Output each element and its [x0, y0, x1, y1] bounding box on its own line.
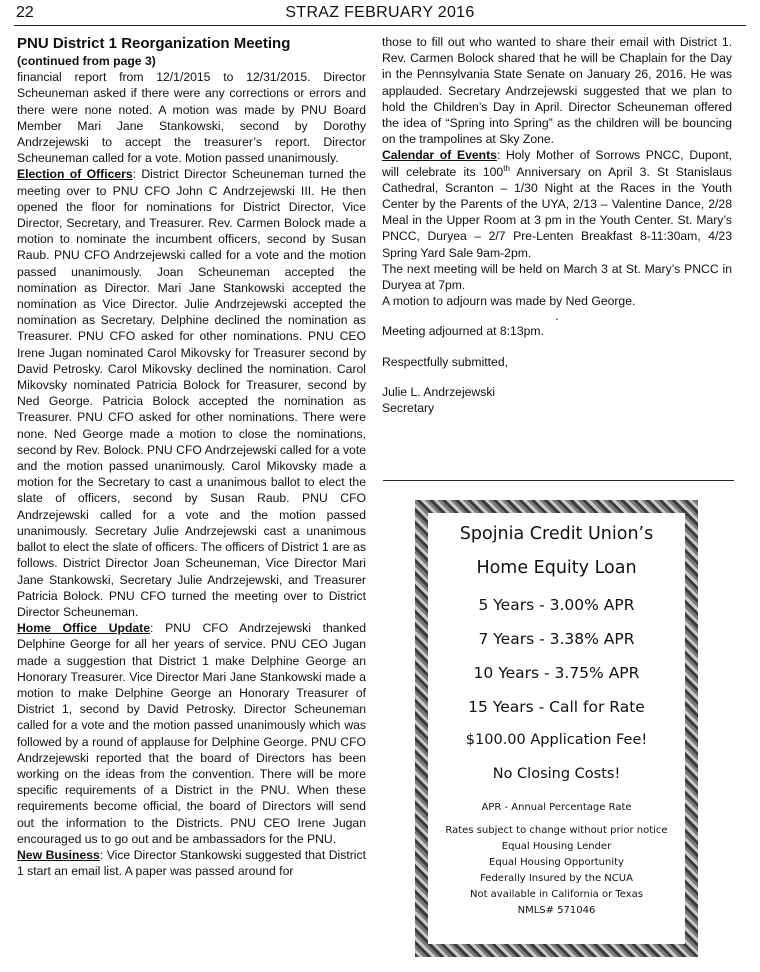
dot-mark: . — [555, 309, 559, 324]
calendar-text-b: Anniversary on April 3. St Stanislaus Cathedral, Scranton – 1/30 Night at the Races in the Youth Center by the Parents of the UYA, 2/13 – Valentine Dance, 2/28 Meal in the Upper Room at 3 pm in the Youth Center. St. Mary’s PNCC, Duryea – 2/7 Pre-Lenten Breakfast 8-11:30am, 4/23 Spring Yard Sale 9am-2pm. — [382, 164, 732, 260]
credit-union-ad — [415, 500, 698, 957]
rate-7-years: 7 Years - 3.38% APR — [478, 630, 635, 648]
article-title: PNU District 1 Reorganization Meeting — [17, 35, 291, 52]
election-text: : District Director Scheuneman turned the meeting over to PNU CFO John C Andrzejewski III. He then opened the floor for nominations for District Director, Vice Director, Secretary, and Treasurer. Rev. Carmen Bolock made a motion to nominate the incumbent officers, second by Susan Raub. PNU CFO Andrzejewski called for a vote and the motion passed unanimously. Joan Scheuneman accepted the nomination as Director. Mari Jane Stankowski accepted the nomination as Vice Director. Julie Andrzejewski accepted the nomination as Secretary. Delphine declined the nomination as Treasurer. PNU CFO asked for other nominations. PNU CEO Irene Jugan nominated Carol Mikovsky for Treasurer second by David Petrosky. Carol Mikovsky declined the nomination. Carol Mikovsky nominated Patricia Bolock for Treasurer, second by Ned George. Patricia Bolock accepted the nomination as Treasurer. PNU CFO asked for other nominations. There were none. Ned George made a motion to close the nominations, second by Rev. Bolock. PNU CFO Andrzejewski called for a vote and the motion passed unanimously. Carol Mikovsky made a motion for the Secretary to cast a unanimous ballot to elect the slate of officers, second by Susan Raub. PNU CFO Andrzejewski called for a vote and the motion passed unanimously. Secretary Julie Andrzejewski cast a unanimous ballot to elect the slate of officers. The officers of District 1 are as follows. District Director Joan Scheuneman, Vice Director Mari Jane Stankowski, Secretary Julie Andrzejewski, and Treasurer Patricia Bolock. PNU CFO turned the meeting over to District Director Scheuneman. — [17, 167, 366, 619]
fine-print-ncua: Federally Insured by the NCUA — [480, 873, 633, 884]
rate-15-years: 15 Years - Call for Rate — [468, 698, 645, 716]
signer-title: Secretary — [382, 401, 435, 416]
email-list-paragraph: those to fill out who wanted to share their email with District 1. Rev. Carmen Bolock shared that he will be Chaplain for the Day in the Pennsylvania State Senate on January 26, 2016. He was applauded. Secretary Andrzejewski suggested that we plan to hold the Children’s Day in April. Director Scheuneman offered the idea of “Spring into Spring” as the children will be bouncing on the trampolines at Sky Zone. — [382, 35, 732, 147]
fine-print-opportunity: Equal Housing Opportunity — [489, 857, 624, 868]
ad-title: Spojnia Credit Union’s — [459, 524, 654, 544]
rate-10-years: 10 Years - 3.75% APR — [473, 664, 640, 682]
calendar-text-a: : Holy Mother of Sorrows PNCC, Dupont, will celebrate its 100 — [382, 148, 733, 179]
next-meeting: The next meeting will be held on March 3 at St. Mary’s PNCC in Duryea at 7pm. — [382, 261, 732, 293]
signer-name: Julie L. Andrzejewski — [382, 384, 496, 399]
home-office-text: : PNU CFO Andrzejewski thanked Delphine George for all her years of service. PNU CEO Jugan made a suggestion that District 1 make Delphine George an Honorary Treasurer. Vice Director Mari Jane Stankowski made a motion to make Delphine George an Honorary Treasurer of District 1, second by David Petrosky. Director Scheuneman called for a vote and the motion passed unanimously which was followed by a round of applause for Delphine George. PNU CFO Andrzejewski reported that the board of Directors has been working on the ideas from the convention. There will be more specific requirements of a District in the PNU. When these requirements become official, the board of Directors will send out the information to the Districts. PNU CEO Irene Jugan encouraged us to go out and be ambassadors for the PNU. — [17, 621, 366, 846]
continued-note: (continued from page 3) — [17, 54, 156, 68]
new-business-paragraph — [17, 847, 366, 879]
new-business-text: : Vice Director Stankowski suggested that District 1 start an email list. A paper was passed around for — [17, 847, 366, 879]
adjourn-motion: A motion to adjourn was made by Ned George. — [382, 294, 636, 309]
home-office-paragraph — [17, 620, 366, 847]
calendar-paragraph — [382, 147, 732, 260]
fine-print-rates: Rates subject to change without prior notice — [445, 825, 668, 836]
page-number: 22 — [16, 4, 34, 21]
right-column — [382, 34, 732, 416]
application-fee: $100.00 Application Fee! — [465, 732, 648, 748]
calendar-heading: Calendar of Events — [382, 148, 497, 163]
new-business-heading: New Business — [17, 847, 100, 862]
fine-print-nmls: NMLS# 571046 — [517, 905, 596, 916]
left-column — [17, 34, 366, 879]
publication-title: STRAZ FEBRUARY 2016 — [285, 4, 475, 21]
ad-subtitle: Home Equity Loan — [476, 558, 637, 578]
election-heading: Election of Officers — [17, 167, 133, 182]
page-header — [14, 3, 746, 26]
rate-5-years: 5 Years - 3.00% APR — [478, 596, 635, 614]
fine-print-lender: Equal Housing Lender — [501, 841, 612, 852]
respectfully-submitted: Respectfully submitted, — [382, 354, 508, 369]
no-closing-costs: No Closing Costs! — [492, 766, 621, 782]
calendar-superscript: th — [503, 163, 510, 173]
adjourned-time: Meeting adjourned at 8:13pm. — [382, 324, 544, 339]
fine-print-availability: Not available in California or Texas — [469, 889, 644, 900]
section-divider — [383, 480, 734, 481]
intro-paragraph: financial report from 12/1/2015 to 12/31/2015. Director Scheuneman asked if there were any corrections or errors and there were none noted. A motion was made by PNU Board Member Mari Jane Stankowski, second by Dorothy Andrzejewski to accept the treasurer’s report. Director Scheuneman called for a vote. Motion passed unanimously. — [17, 70, 366, 166]
election-paragraph — [17, 166, 366, 620]
home-office-heading: Home Office Update — [17, 621, 151, 636]
apr-note: APR - Annual Percentage Rate — [481, 802, 632, 813]
